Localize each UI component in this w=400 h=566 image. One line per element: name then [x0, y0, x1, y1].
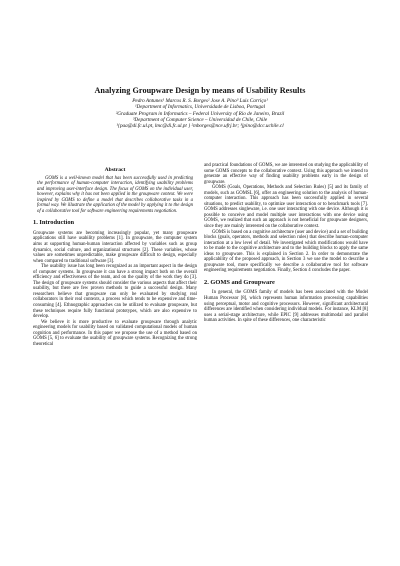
- paragraph: The usability issue has long been recognized as an important aspect in the design of computer systems. In groupware it can have a strong impact both on the overall efficiency and effectiveness of the team, and on the quality of the work they do [3]. The design of groupware systems should consider the various aspects that affect their usability, but there are few proven methods to guide a successful design. Many researchers believe that groupware can only be evaluated by studying real collaborators in their real contexts, a process which tends to be expensive and time-consuming [4]. Ethnographic approaches can be utilized to evaluate groupware, but these techniques require fully functional prototypes, which are also expensive to develop.: [33, 264, 197, 320]
- section-heading-goms-groupware: 2. GOMS and Groupware: [204, 278, 275, 286]
- author-block: [0, 98, 400, 129]
- paragraph: GOMS (Goals, Operations, Methods and Selection Rules) [5] and its family of models, such as GOMSL [6], offer an engineering solution to the analysis of human-computer interaction. This approach has been successfully applied in several situations, to predict usability, to optimize user interaction or to benchmark tools [7]. GOMS addresses singleware, i.e. one user interacting with one device. Although it is possible to conceive and model multiple user interactions with one device using GOMS, we realized that such an approach is not beneficial for groupware designers, since they are mainly interested on the collaborative context.: [204, 185, 368, 230]
- paragraph: GOMS is based on a cognitive architecture (user and device) and a set of building blocks (goals, operators, methods and selection rules) that describe human-computer interaction at a low level of detail. We investigated which modifications would have to be made to the cognitive architecture and to the building blocks to apply the same ideas to groupware. This is explained in Section 2. In order to demonstrate the applicability of the proposed approach, in Section 3 we use the model to describe a groupware tool, more specifically we describe a collaborative tool for software engineering requirements negotiation. Finally, Section 4 concludes the paper.: [204, 229, 368, 274]
- affiliation-3: ³Department of Computer Science – Universidad de Chile, Chile: [132, 116, 268, 123]
- left-column: [33, 168, 197, 347]
- paragraph: Groupware systems are becoming increasingly popular, yet many groupware applications still have usability problems [1]. In groupware, the computer system aims at supporting human-human interaction affected by variables such as group dynamics, social culture, and organizational structures [2]. These variables, whose values are sometimes unpredictable, make groupware difficult to design, especially when compared to traditional software [3].: [33, 230, 197, 264]
- section-heading-introduction: 1. Introduction: [33, 219, 75, 227]
- author-emails: ¹{paa@di.fc.ul.pt, lmc@di.fc.ul.pt } ²mborges@nce.ufrj.br; ³jpino@dcc.uchile.cl: [116, 123, 284, 130]
- right-column: [204, 163, 368, 324]
- paragraph: and practical foundations of GOMS, we are interested on studying the applicability of some GOMS concepts to the collaborative context. Using this approach we intend to generate an effective way of finding usability problems early in the design of groupware.: [204, 163, 368, 185]
- abstract-heading: Abstract: [104, 167, 126, 173]
- affiliation-2: ²Graduate Program in Informatics – Federal University of Rio de Janeiro, Brazil: [115, 110, 285, 117]
- affiliation-1: ¹Department of Informatics, Universidade de Lisboa, Portugal: [134, 104, 266, 111]
- abstract-paragraph: GOMS is a well-known model that has been successfully used in predicting the performance of human-computer interaction, identifying usability problems and improving user-interface design. The focus of GOMS on the individual user, however, explains why it has not been applied in the groupware context. We were inspired by GOMS to define a model that describes collaborative tasks in a formal way. We illustrate the application of the model by applying it to the design of a collaborative tool for software engineering requirements negotiation.: [37, 175, 193, 214]
- paper-title: Analyzing Groupware Design by means of Usability Results: [94, 86, 306, 95]
- paragraph: We believe it is more productive to evaluate groupware through analytic engineering models for usability based on validated computational models of human cognition and performance. In this paper we propose the use of a method based on GOMS [5, 6] to evaluate the usability of groupware systems. Recognizing the strong theoretical: [33, 319, 197, 347]
- paragraph: In general, the GOMS family of models has been associated with the Model Human Processor [8], which represents human information processing capabilities using perceptual, motor and cognitive processors. However, significant architectural differences are identified when considering individual models. For instance, KLM [8] uses a serial-stage architecture, while EPIC [9] addresses multimodal and parallel human activities. In spite of these differences, one characteristic: [204, 290, 368, 324]
- abstract-body: [33, 176, 197, 215]
- author-names: Pedro Antunes¹ Marcos R. S. Borges² Jose A. Pino³ Luis Carriço¹: [132, 98, 268, 104]
